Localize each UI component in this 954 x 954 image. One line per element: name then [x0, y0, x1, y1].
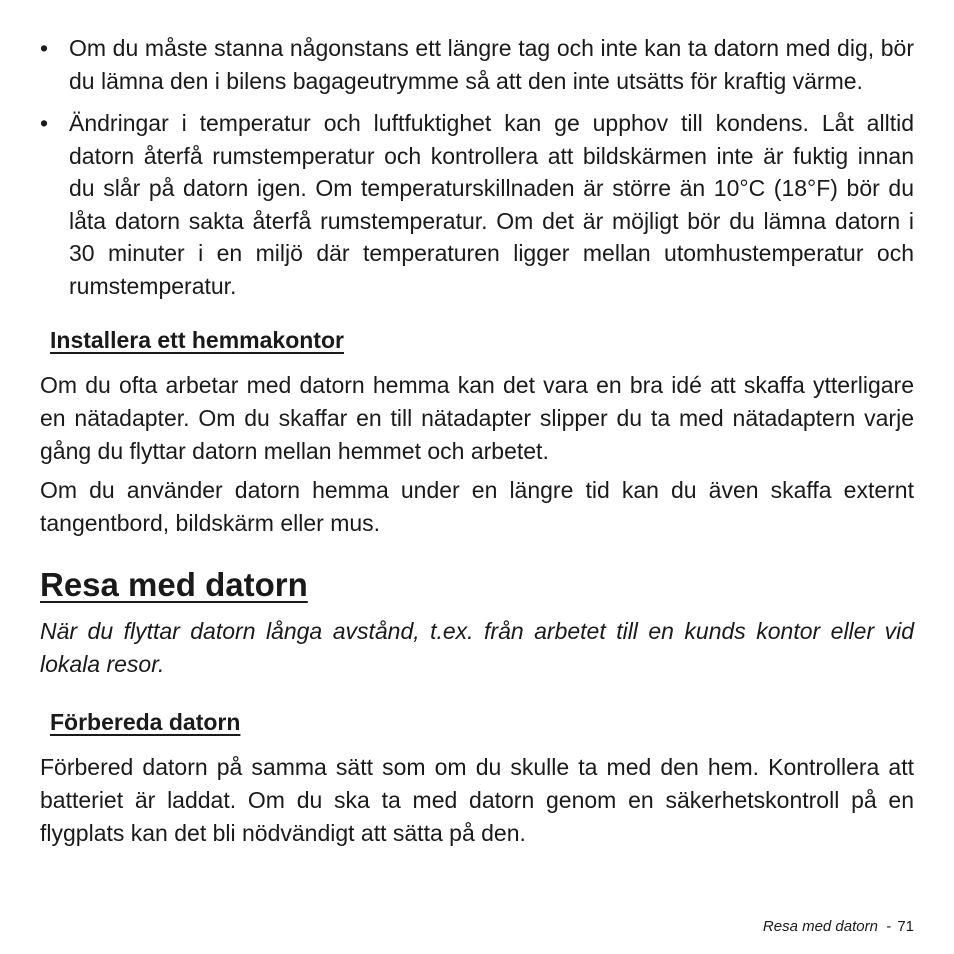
- page-number: 71: [897, 918, 914, 935]
- heading-prepare-computer: Förbereda datorn: [50, 709, 241, 735]
- page-footer: [763, 917, 914, 937]
- paragraph-prepare-computer: Förbered datorn på samma sätt som om du skulle ta med den hem. Kontrollera att batteriet är laddat. Om du ska ta med datorn genom en säkerhetskontroll på en flygplats kan det bli nödvändigt att sätta på den.: [40, 754, 914, 846]
- heading-home-office: Installera ett hemmakontor: [50, 327, 344, 353]
- bullet-list: [40, 32, 914, 302]
- paragraph-home-peripherals: Om du använder datorn hemma under en längre tid kan du även skaffa externt tangentbord, bildskärm eller mus.: [40, 477, 914, 536]
- footer-separator: -: [886, 918, 892, 935]
- document-page: [40, 32, 914, 850]
- bullet-item-condensation: [40, 107, 914, 302]
- footer-section-title: Resa med datorn: [762, 918, 878, 935]
- bullet-text: Om du måste stanna någonstans ett längre tag och inte kan ta datorn med dig, bör du lämna den i bilens bagageutrymme så att den inte utsätts för kraftig värme.: [69, 35, 914, 94]
- bullet-marker: •: [40, 35, 49, 61]
- bullet-marker: •: [40, 110, 49, 136]
- paragraph-home-adapter: Om du ofta arbetar med datorn hemma kan det vara en bra idé att skaffa ytterligare en nätadapter. Om du skaffar en till nätadapter slipper du ta med nätadaptern varje gång du flyttar datorn mellan hemmet och arbetet.: [40, 372, 914, 464]
- bullet-item-parking: [40, 32, 914, 97]
- bullet-text: Ändringar i temperatur och luftfuktighet kan ge upphov till kondens. Låt alltid datorn återfå rumstemperatur och kontrollera att bildskärmen inte är fuktig innan du slår på datorn igen. Om temperaturskillnaden är större än 10°C (18°F) bör du låta datorn sakta återfå rumstemperatur. Om det är möjligt bör du lämna datorn i 30 minuter i en miljö där temperaturen ligger mellan utomhustemperatur och rumstemperatur.: [69, 110, 914, 299]
- travel-intro: När du flyttar datorn långa avstånd, t.ex. från arbetet till en kunds kontor eller vid lokala resor.: [40, 618, 914, 677]
- heading-travel: Resa med datorn: [40, 566, 308, 603]
